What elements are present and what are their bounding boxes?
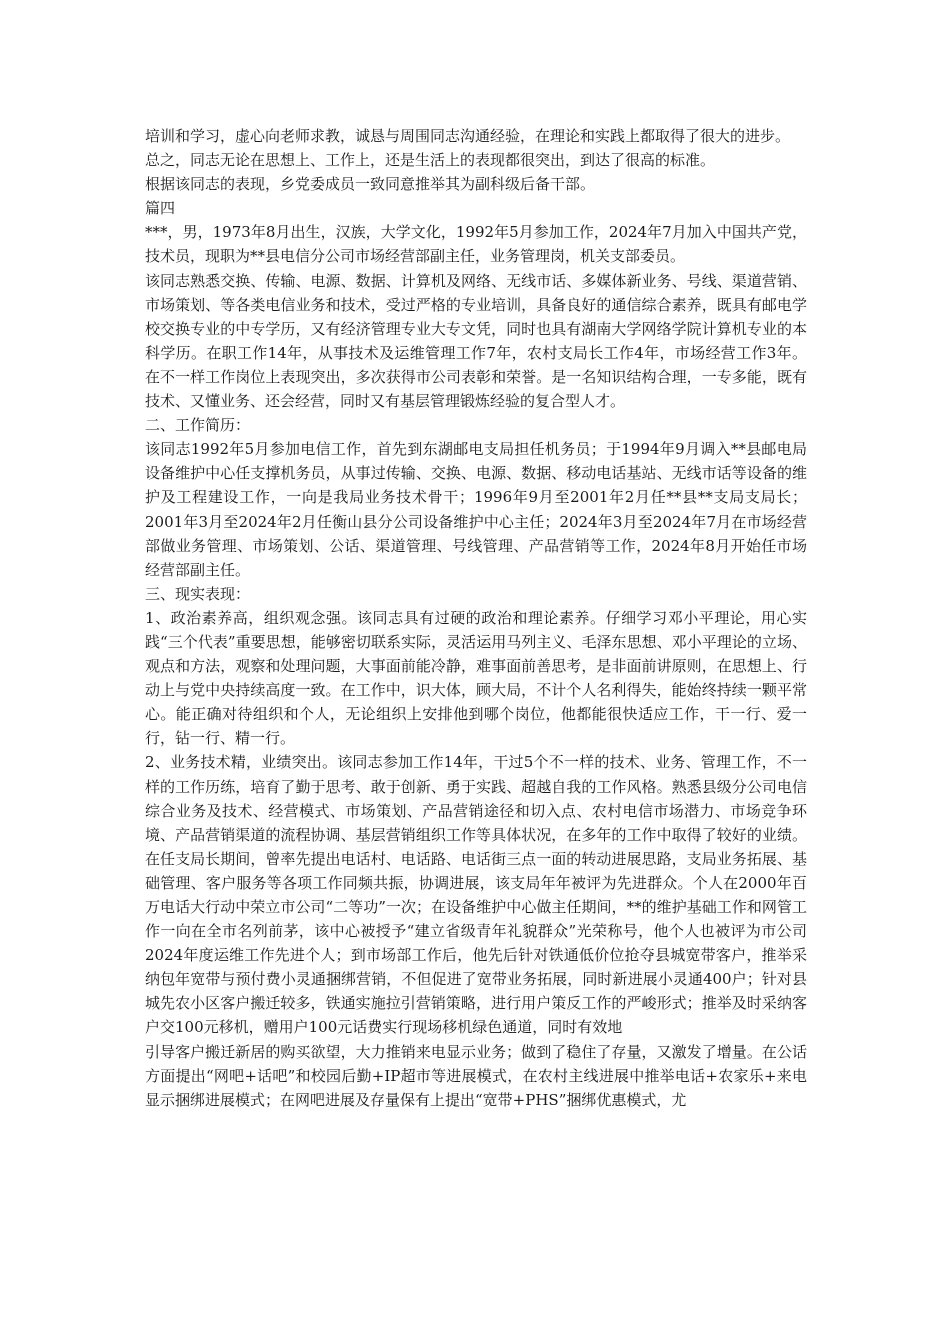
paragraph: 该同志熟悉交换、传输、电源、数据、计算机及网络、无线市话、多媒体新业务、号线、渠道营销、市场策划、等各类电信业务和技术，受过严格的专业培训，具备良好的通信综合素养，既具有邮电学校交换专业的中专学历，又有经济管理专业大专文凭，同时也具有湖南大学网络学院计算机专业的本科学历。在职工作14年，从事技术及运维管理工作7年，农村支局长工作4年，市场经营工作3年。在不一样工作岗位上表现突出，多次获得市公司表彰和荣誉。是一名知识结构合理，一专多能，既有技术、又懂业务、还会经营，同时又有基层管理锻炼经验的复合型人才。 xyxy=(145,271,807,411)
section-heading: 三、现实表现： xyxy=(145,584,251,603)
paragraph: 1、政治素养高，组织观念强。该同志具有过硬的政治和理论素养。仔细学习邓小平理论，用心实践“三个代表”重要思想，能够密切联系实际，灵活运用马列主义、毛泽东思想、邓小平理论的立场、观点和方法，观察和处理问题，大事面前能冷静，难事面前善思考，是非面前讲原则，在思想上、行动上与党中央持续高度一致。在工作中，识大体，顾大局，不计个人名利得失，能始终持续一颗平常心。能正确对待组织和个人，无论组织上安排他到哪个岗位，他都能很快适应工作，干一行、爱一行，钻一行、精一行。 xyxy=(145,608,807,748)
paragraph: 根据该同志的表现，乡党委成员一致同意推举其为副科级后备干部。 xyxy=(145,175,596,194)
paragraph: 该同志1992年5月参加电信工作，首先到东湖邮电支局担任机务员；于1994年9月调入**县邮电局设备维护中心任支撑机务员，从事过传输、交换、电源、数据、移动电话基站、无线市话等设备的维护及工程建设工作，一向是我局业务技术骨干；1996年9月至2001年2月任**县**支局支局长；2001年3月至2024年2月任衡山县分公司设备维护中心主任；2024年3月至2024年7月在市场经营部做业务管理、市场策划、公话、渠道管理、号线管理、产品营销等工作，2024年8月开始任市场经营部副主任。 xyxy=(145,440,807,579)
section-heading: 篇四 xyxy=(145,199,176,218)
paragraph: 2、业务技术精，业绩突出。该同志参加工作14年，干过5个不一样的技术、业务、管理工作，不一样的工作历练，培育了勤于思考、敢于创新、勇于实践、超越自我的工作风格。熟悉县级分公司电信综合业务及技术、经营模式、市场策划、产品营销途径和切入点、农村电信市场潜力、市场竞争环境、产品营销渠道的流程协调、基层营销组织工作等具体状况，在多年的工作中取得了较好的业绩。在任支局长期间，曾率先提出电话村、电话路、电话街三点一面的转动进展思路，支局业务拓展、基础管理、客户服务等各项工作同频共振，协调进展，该支局年年被评为先进群众。个人在2000年百万电话大行动中荣立市公司“二等功”一次；在设备维护中心做主任期间，**的维护基础工作和网管工作一向在全市名列前茅，该中心被授予“建立省级青年礼貌群众”光荣称号，他个人也被评为市公司2024年度运维工作先进个人；到市场部工作后，他先后针对铁通低价位抢夺县城宽带客户，推举采纳包年宽带与预付费小灵通捆绑营销，不但促进了宽带业务拓展，同时新进展小灵通400户；针对县城先农小区客户搬迁较多，铁通实施拉引营销策略，进行用户策反工作的严峻形式；推举及时采纳客户交100元移机，赠用户100元话费实行现场移机绿色通道，同时有效地 xyxy=(145,753,807,1037)
paragraph: 培训和学习，虚心向老师求教，诚恳与周围同志沟通经验，在理论和实践上都取得了很大的进步。 xyxy=(145,127,791,145)
paragraph: ***，男，1973年8月出生，汉族，大学文化，1992年5月参加工作，2024年7月加入中国共产党，技术员，现职为**县电信分公司市场经营部副主任，业务管理岗，机关支部委员。 xyxy=(145,223,807,266)
document-body xyxy=(145,124,807,1112)
paragraph: 引导客户搬迁新居的购买欲望，大力推销来电显示业务；做到了稳住了存量，又激发了增量。在公话方面提出“网吧+话吧”和校园后勤+IP超市等进展模式，在农村主线进展中推举电话+农家乐+来电显示捆绑进展模式；在网吧进展及存量保有上提出“宽带+PHS”捆绑优惠模式，尤 xyxy=(145,1042,807,1109)
paragraph: 总之，同志无论在思想上、工作上，还是生活上的表现都很突出，到达了很高的标准。 xyxy=(145,151,716,170)
section-heading: 二、工作简历： xyxy=(145,416,251,435)
